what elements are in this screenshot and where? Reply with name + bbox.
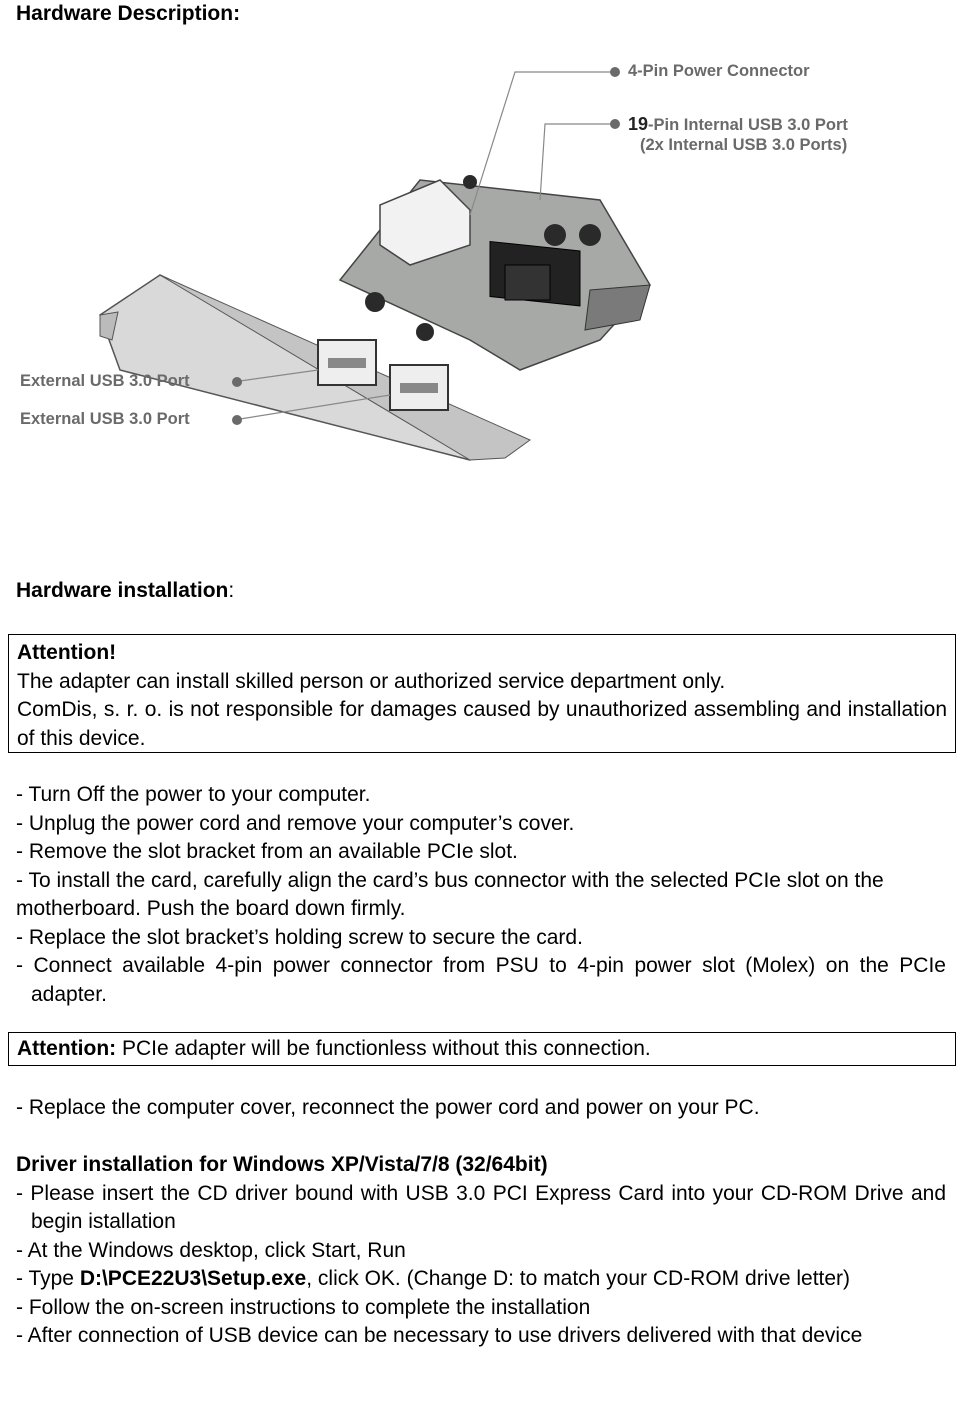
attention-text: PCIe adapter will be functionless without this connection. <box>116 1037 651 1060</box>
step-item: - Replace the slot bracket’s holding screw to secure the card. <box>16 925 583 949</box>
replace-cover-step: - Replace the computer cover, reconnect the power cord and power on your PC. <box>16 1096 760 1119</box>
step-item: - To install the card, carefully align the card’s bus connector with the selected PCIe slot on the motherboard. Push the board down firmly. <box>16 868 884 920</box>
step-item: - Connect available 4-pin power connector from PSU to 4-pin power slot (Molex) on the PCIe adapter. <box>16 954 946 1006</box>
driver-step: - Follow the on-screen instructions to complete the installation <box>16 1295 591 1319</box>
driver-step <box>16 1265 946 1294</box>
step-item: - Unplug the power cord and remove your computer’s cover. <box>16 811 575 835</box>
callout-dot <box>610 67 620 77</box>
attention-box <box>8 634 956 753</box>
callout-internal-usb-sub: (2x Internal USB 3.0 Ports) <box>640 136 848 154</box>
callout-dot <box>232 377 242 387</box>
step-item: - Turn Off the power to your computer. <box>16 783 371 806</box>
callout-dot <box>610 119 620 129</box>
driver-step: - After connection of USB device can be necessary to use drivers delivered with that device <box>16 1324 863 1347</box>
heading-text: Hardware installation <box>16 579 229 602</box>
driver-step: - Please insert the CD driver bound with USB 3.0 PCI Express Card into your CD-ROM Drive and begin istallation <box>16 1181 946 1233</box>
attention-line: The adapter can install skilled person or authorized service department only. <box>17 669 726 693</box>
callout-internal-usb <box>628 114 848 135</box>
callout-internal-number: 19 <box>628 114 649 134</box>
setup-path: D:\PCE22U3\Setup.exe <box>79 1267 307 1290</box>
driver-heading: Driver installation for Windows XP/Vista/7/8 (32/64bit) <box>16 1153 548 1176</box>
heading-colon: : <box>228 579 235 602</box>
attention-line: ComDis, s. r. o. is not responsible for damages caused by unauthorized assembling and installation of this device. <box>17 698 947 750</box>
driver-step-type: - Type <box>16 1267 80 1290</box>
callout-dot <box>232 415 242 425</box>
callout-power-connector: 4-Pin Power Connector <box>628 62 810 80</box>
callout-external-usb-2: External USB 3.0 Port <box>20 410 190 428</box>
driver-step: - At the Windows desktop, click Start, Run <box>16 1238 406 1262</box>
attention-connection-box <box>8 1032 956 1066</box>
callout-internal-text: -Pin Internal USB 3.0 Port <box>648 116 848 134</box>
attention-title: Attention! <box>17 641 117 664</box>
driver-step-rest: , click OK. (Change D: to match your CD-ROM drive letter) <box>306 1267 851 1290</box>
attention-label: Attention: <box>17 1037 117 1060</box>
callout-external-usb-1: External USB 3.0 Port <box>20 372 190 390</box>
section-heading-hardware-description: Hardware Description: <box>16 2 241 25</box>
driver-installation <box>16 1151 946 1351</box>
pcie-card-illustration <box>0 40 960 500</box>
section-heading-hardware-installation <box>16 577 234 606</box>
installation-steps <box>16 781 946 1009</box>
step-item: - Remove the slot bracket from an available PCIe slot. <box>16 840 518 863</box>
